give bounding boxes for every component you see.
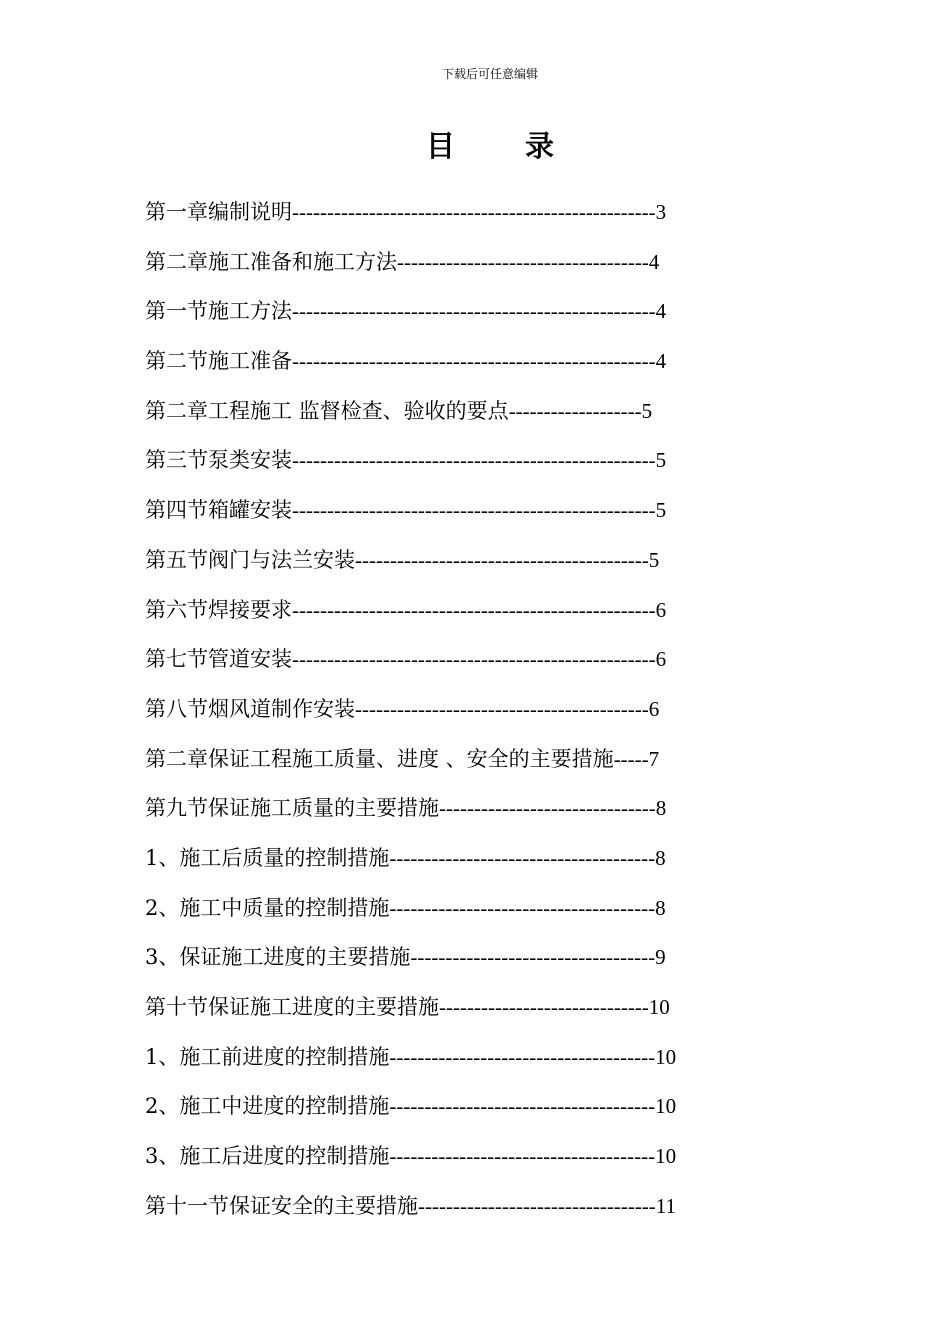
toc-page-number: 10 xyxy=(648,995,670,1019)
toc-page-number: 5 xyxy=(655,498,667,523)
toc-heading: 第五节阀门与法兰安装 xyxy=(145,547,355,572)
toc-entry xyxy=(145,543,785,593)
toc-page-number: 8 xyxy=(655,895,666,920)
toc-heading: 第八节烟风道制作安装 xyxy=(145,696,355,721)
toc-page-number: 4 xyxy=(655,349,667,374)
toc-leader: ---------------------------------------------------- xyxy=(292,200,656,224)
toc-entry xyxy=(145,891,785,941)
toc-leader: ----------------------------------- xyxy=(410,945,656,970)
toc-leader: ---------------------------------------------------- xyxy=(292,597,656,622)
toc-heading: 3、保证施工进度的主要措施 xyxy=(145,945,411,970)
toc-leader: ---------------------------------------------------- xyxy=(292,299,656,324)
toc-leader: -------------------------------------- xyxy=(389,1044,656,1069)
toc-leader: ------------------------------- xyxy=(439,796,656,821)
toc-leader: ---------------------------------------------------- xyxy=(292,349,656,374)
toc-heading: 1、施工后质量的控制措施 xyxy=(145,845,390,870)
toc-leader: ---------------------------------------------------- xyxy=(292,647,656,672)
toc-entry xyxy=(145,493,785,543)
toc-leader: ------------------------------------ xyxy=(397,249,649,274)
toc-page-number: 6 xyxy=(655,597,667,622)
toc-entry xyxy=(145,940,785,990)
toc-heading: 3、施工后进度的控制措施 xyxy=(145,1144,390,1169)
toc-heading: 第六节焊接要求 xyxy=(145,597,292,622)
toc-entry xyxy=(145,692,785,742)
toc-leader: ------------------- xyxy=(508,398,642,423)
toc-page-number: 5 xyxy=(648,547,660,572)
toc-leader: ---------------------------------------------------- xyxy=(292,448,656,473)
toc-heading: 第二章工程施工 监督检查、验收的要点 xyxy=(145,398,509,423)
toc-page-number: 10 xyxy=(655,1094,677,1119)
toc-entry xyxy=(145,791,785,841)
toc-heading: 第二节施工准备 xyxy=(145,349,292,374)
toc-leader: ---------------------------------------------------- xyxy=(292,498,656,523)
toc-entry xyxy=(145,593,785,643)
page-title: 目 录 xyxy=(425,129,585,163)
toc-heading: 第一章编制说明 xyxy=(145,200,292,224)
toc-leader: ----- xyxy=(613,746,649,771)
toc-entry xyxy=(145,841,785,891)
toc-leader: ------------------------------------------ xyxy=(355,696,649,721)
toc-leader: ---------------------------------- xyxy=(418,1193,656,1218)
toc-page-number: 4 xyxy=(655,299,667,324)
toc-page-number: 7 xyxy=(648,746,660,771)
toc-heading: 第十节保证施工进度的主要措施 xyxy=(145,995,439,1019)
toc-page-number: 10 xyxy=(655,1044,677,1069)
toc-page-number: 5 xyxy=(641,398,653,423)
toc-entry xyxy=(145,344,785,394)
toc-entry xyxy=(145,195,785,245)
toc-entry xyxy=(145,443,785,493)
toc-entry xyxy=(145,1139,785,1189)
toc-entry xyxy=(145,1040,785,1090)
table-of-contents xyxy=(145,195,785,1238)
toc-heading: 第二章施工准备和施工方法 xyxy=(145,249,397,274)
toc-page-number: 6 xyxy=(655,647,667,672)
toc-entry xyxy=(145,245,785,295)
toc-page-number: 3 xyxy=(655,200,667,224)
toc-entry xyxy=(145,990,785,1040)
header-note: 下载后可任意编辑 xyxy=(441,67,538,81)
toc-page-number: 9 xyxy=(655,945,666,970)
toc-heading: 第二章保证工程施工质量、进度 、安全的主要措施 xyxy=(145,746,614,771)
toc-page-number: 4 xyxy=(648,249,660,274)
toc-leader: -------------------------------------- xyxy=(389,845,656,870)
toc-entry xyxy=(145,1089,785,1139)
toc-leader: -------------------------------------- xyxy=(389,1094,656,1119)
toc-page-number: 8 xyxy=(655,796,667,821)
toc-heading: 第七节管道安装 xyxy=(145,647,292,672)
toc-page-number: 10 xyxy=(655,1144,677,1169)
toc-page-number: 5 xyxy=(655,448,667,473)
toc-leader: -------------------------------------- xyxy=(389,1144,656,1169)
toc-heading: 第四节箱罐安装 xyxy=(145,498,292,523)
toc-entry xyxy=(145,642,785,692)
toc-heading: 2、施工中质量的控制措施 xyxy=(145,895,390,920)
toc-heading: 第十一节保证安全的主要措施 xyxy=(145,1193,418,1218)
toc-leader: ------------------------------------------ xyxy=(355,547,649,572)
toc-heading: 第三节泵类安装 xyxy=(145,448,292,473)
toc-page-number: 8 xyxy=(655,845,666,870)
toc-heading: 1、施工前进度的控制措施 xyxy=(145,1044,390,1069)
toc-heading: 2、施工中进度的控制措施 xyxy=(145,1094,390,1119)
toc-leader: -------------------------------------- xyxy=(389,895,656,920)
toc-entry xyxy=(145,1189,785,1239)
toc-entry xyxy=(145,294,785,344)
toc-page-number: 6 xyxy=(648,696,660,721)
toc-page-number: 11 xyxy=(655,1193,677,1218)
toc-heading: 第一节施工方法 xyxy=(145,299,292,324)
toc-entry xyxy=(145,394,785,444)
toc-entry xyxy=(145,742,785,792)
toc-leader: ------------------------------ xyxy=(439,995,649,1019)
toc-heading: 第九节保证施工质量的主要措施 xyxy=(145,796,439,821)
